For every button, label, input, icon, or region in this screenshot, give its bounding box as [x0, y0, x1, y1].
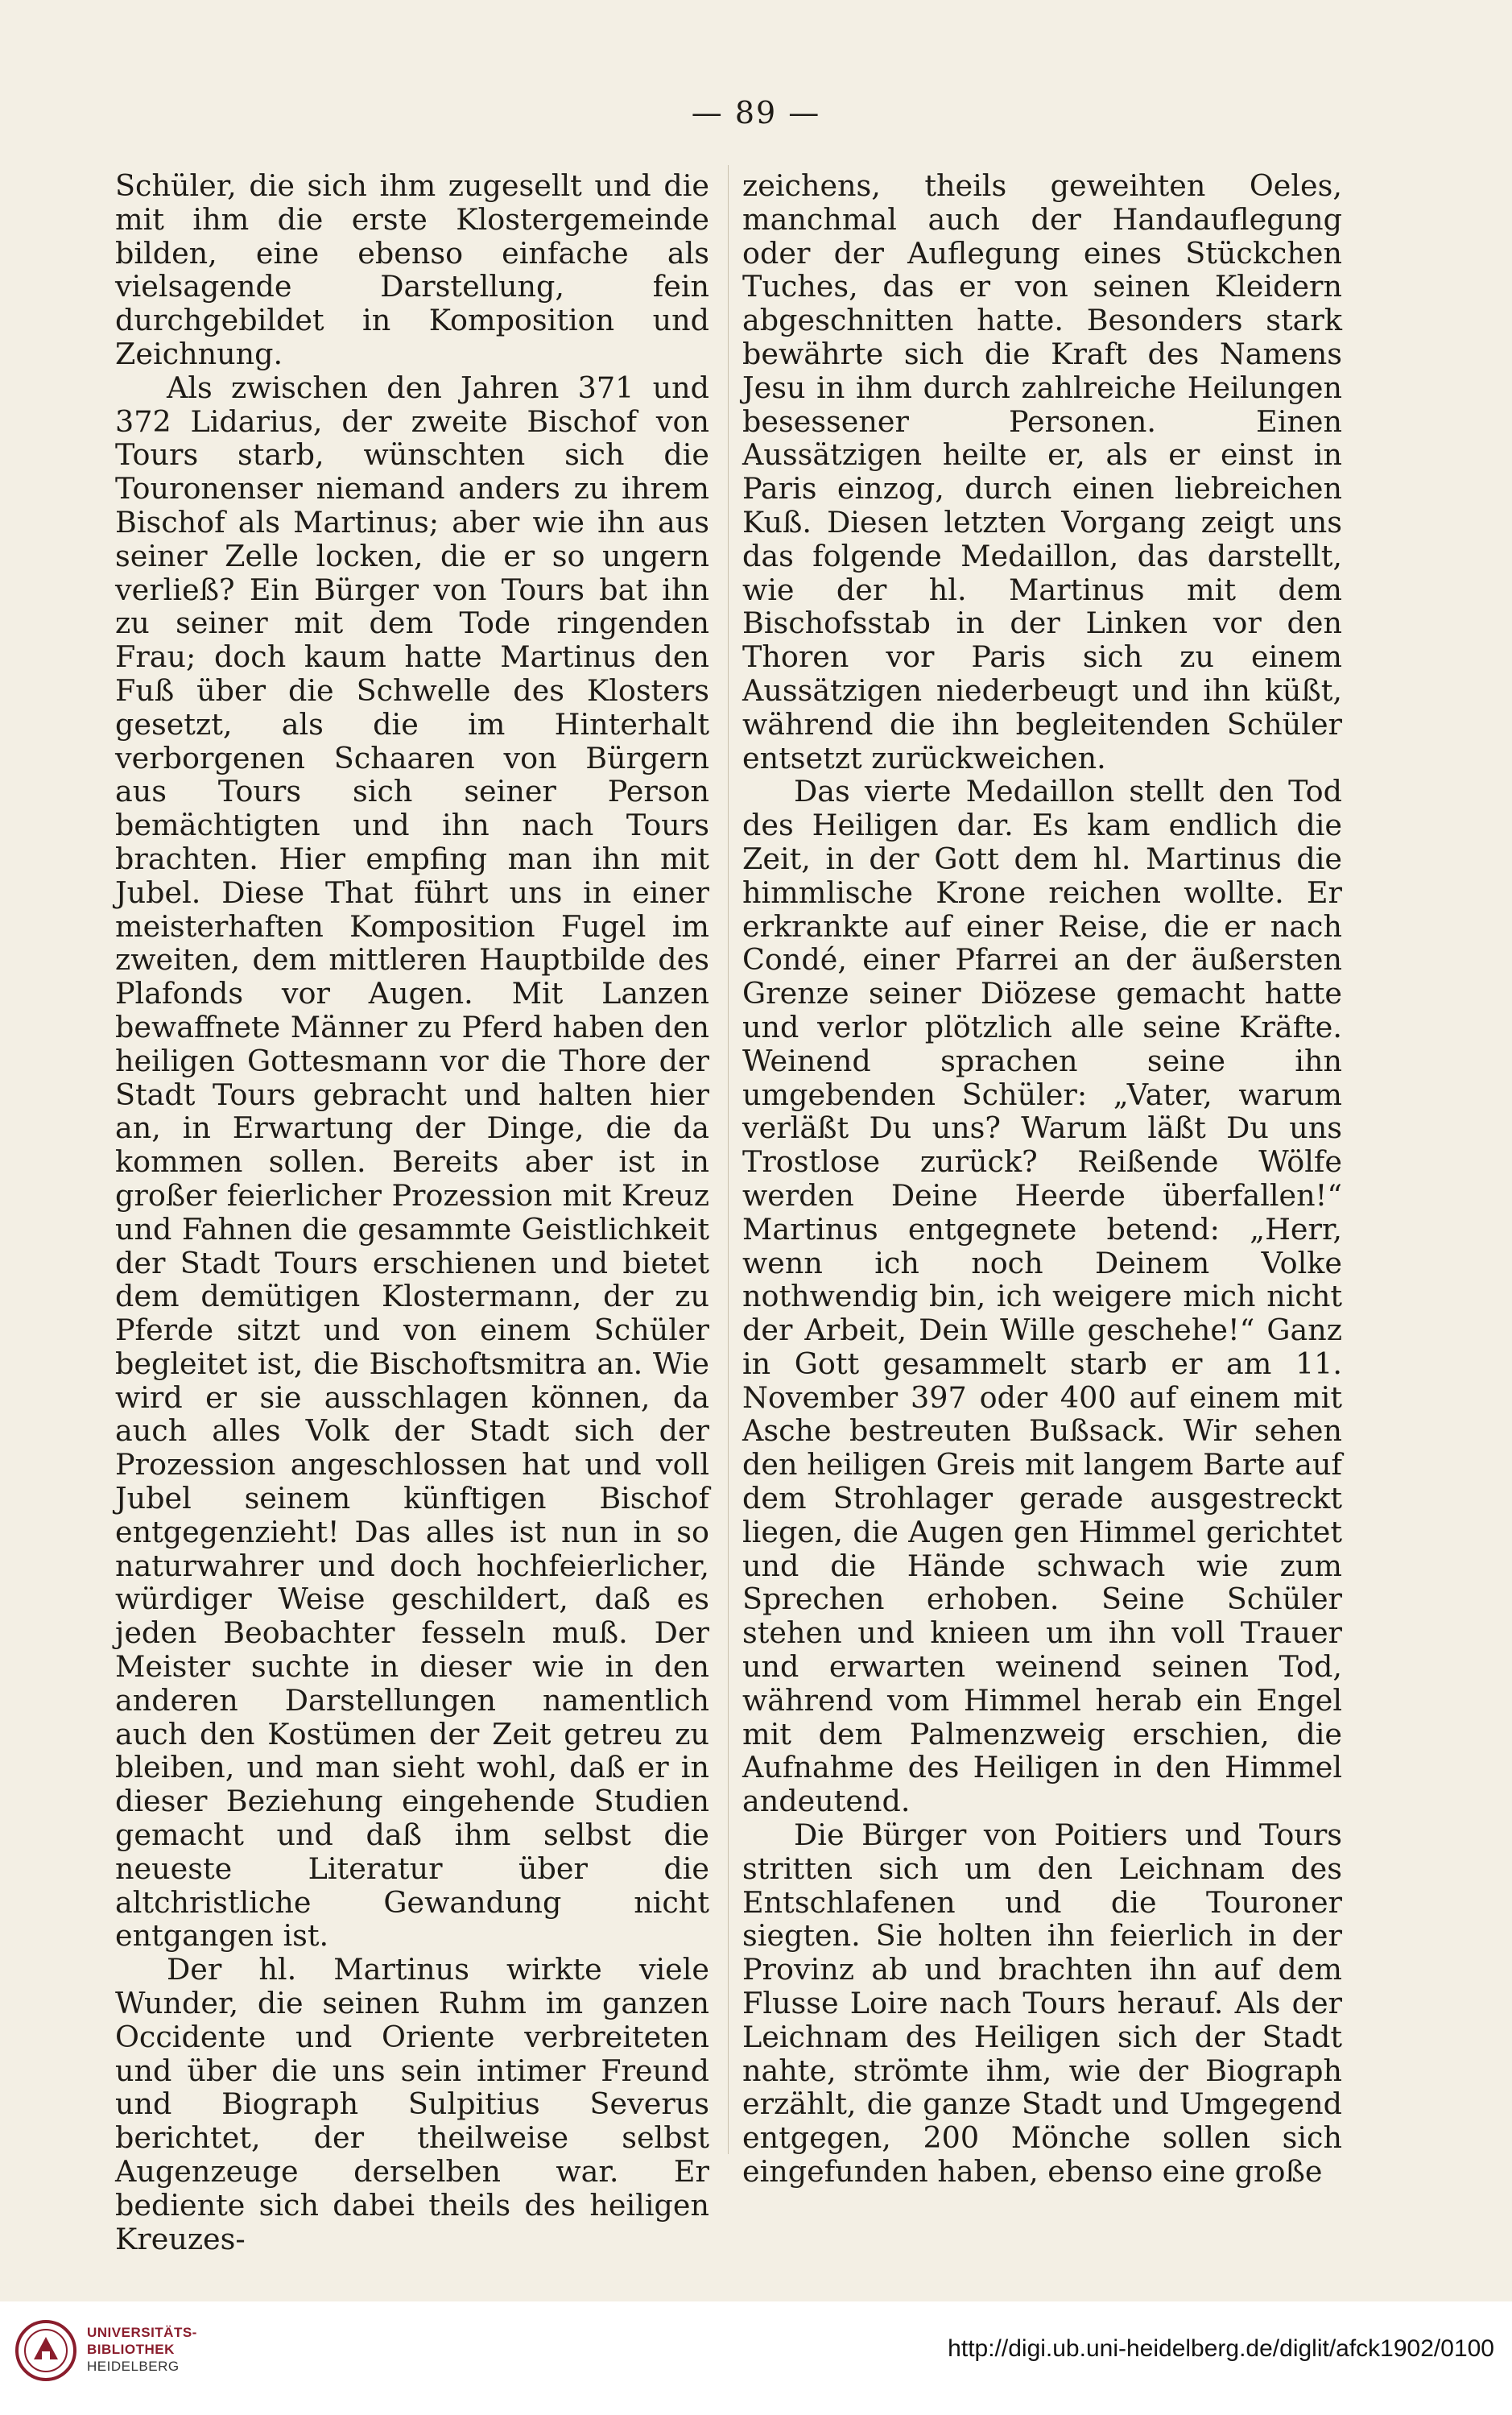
page-number: — 89 —	[691, 95, 821, 130]
right-text-column	[742, 169, 1342, 2189]
column-divider	[728, 165, 729, 2154]
left-text-column	[115, 169, 709, 2256]
library-name-line: BIBLIOTHEK	[87, 2342, 175, 2357]
paragraph: Der hl. Martinus wirkte viele Wunder, die seinen Ruhm im ganzen Occidente und Oriente verbreiteten und über die uns sein intimer Freund und Biograph Sulpitius Severus berichtet, der theilweise selbst Augenzeuge derselben war. Er bediente sich dabei theils des heiligen Kreuzes-	[115, 1952, 709, 2256]
paragraph: Die Bürger von Poitiers und Tours stritten sich um den Leichnam des Entschlafenen und die Touroner siegten. Sie holten ihn feierlich in der Provinz ab und brachten ihn auf dem Flusse Loire nach Tours herauf. Als der Leichnam des Heiligen sich der Stadt nahte, strömte ihm, wie der Biograph erzählt, die ganze Stadt und Umgegend entgegen, 200 Mönche sollen sich eingefunden haben, ebenso eine große	[742, 1817, 1342, 2190]
paragraph: zeichens, theils geweihten Oeles, manchmal auch der Handauflegung oder der Auflegung eines Stückchen Tuches, das er von seinen Kleidern abgeschnitten hatte. Besonders stark bewährte sich die Kraft des Namens Jesu in ihm durch zahlreiche Heilungen besessener Personen. Einen Aussätzigen heilte er, als er einst in Paris einzog, durch einen liebreichen Kuß. Diesen letzten Vorgang zeigt uns das folgende Medaillon, das darstellt, wie der hl. Martinus mit dem Bischofsstab in der Linken vor den Thoren vor Paris sich zu einem Aussätzigen niederbeugt und ihn küßt, während die ihn begleitenden Schüler entsetzt zurückweichen.	[742, 168, 1342, 775]
paragraph: Schüler, die sich ihm zugesellt und die mit ihm die erste Klostergemeinde bilden, eine ebenso einfache als vielsagende Darstellung, fein durchgebildet in Komposition und Zeichnung.	[115, 168, 709, 371]
library-name	[87, 2324, 197, 2375]
source-url-link[interactable]: http://digi.ub.uni-heidelberg.de/diglit/afck1902/0100	[948, 2335, 1494, 2362]
heidelberg-library-seal-icon	[14, 2319, 77, 2382]
library-name-line: HEIDELBERG	[87, 2359, 180, 2374]
paragraph: Als zwischen den Jahren 371 und 372 Lidarius, der zweite Bischof von Tours starb, wünschten sich die Touronenser niemand anders zu ihrem Bischof als Martinus; aber wie ihn aus seiner Zelle locken, die er so ungern verließ? Ein Bürger von Tours bat ihn zu seiner mit dem Tode ringenden Frau; doch kaum hatte Martinus den Fuß über die Schwelle des Klosters gesetzt, als die im Hinterhalt verborgenen Schaaren von Bürgern aus Tours sich seiner Person bemächtigten und ihn nach Tours brachten. Hier empfing man ihn mit Jubel. Diese That führt uns in einer meisterhaften Komposition Fugel im zweiten, dem mittleren Hauptbilde des Plafonds vor Augen. Mit Lanzen bewaffnete Männer zu Pferd haben den heiligen Gottesmann vor die Thore der Stadt Tours gebracht und halten hier an, in Erwartung der Dinge, die da kommen sollen. Bereits aber ist in großer feierlicher Prozession mit Kreuz und Fahnen die gesammte Geistlichkeit der Stadt Tours erschienen und bietet dem demütigen Klostermann, der zu Pferde sitzt und von einem Schüler begleitet ist, die Bischoftsmitra an. Wie wird er sie ausschlagen können, da auch alles Volk der Stadt sich der Prozession angeschlossen hat und voll Jubel seinem künftigen Bischof entgegenzieht! Das alles ist nun in so naturwahrer und doch hochfeierlicher, würdiger Weise geschildert, daß es jeden Beobachter fesseln muß. Der Meister suchte in dieser wie in den anderen Darstellungen namentlich auch den Kostümen der Zeit getreu zu bleiben, und man sieht wohl, daß er in dieser Beziehung eingehende Studien gemacht und daß ihm selbst die neueste Literatur über die altchristliche Gewandung nicht entgangen ist.	[115, 370, 709, 1954]
paragraph: Das vierte Medaillon stellt den Tod des Heiligen dar. Es kam endlich die Zeit, in der Gott dem hl. Martinus die himmlische Krone reichen wollte. Er erkrankte auf einer Reise, die er nach Condé, einer Pfarrei an der äußersten Grenze seiner Diözese gemacht hatte und verlor plötzlich alle seine Kräfte. Weinend sprachen seine ihn umgebenden Schüler: „Vater, warum verläßt Du uns? Warum läßt Du uns Trostlose zurück? Reißende Wölfe werden Deine Heerde überfallen!“ Martinus entgegnete betend: „Herr, wenn ich noch Deinem Volke nothwendig bin, ich weigere mich nicht der Arbeit, Dein Wille geschehe!“ Ganz in Gott gesammelt starb er am 11. November 397 oder 400 auf einem mit Asche bestreuten Bußsack. Wir sehen den heiligen Greis mit langem Barte auf dem Strohlager gerade ausgestreckt liegen, die Augen gen Himmel gerichtet und die Hände schwach wie zum Sprechen erhoben. Seine Schüler stehen und knieen um ihn voll Trauer und erwarten weinend seinen Tod, während vom Himmel herab ein Engel mit dem Palmenzweig erschien, die Aufnahme des Heiligen in den Himmel andeutend.	[742, 774, 1342, 1819]
library-name-line: UNIVERSITÄTS-	[87, 2325, 197, 2340]
